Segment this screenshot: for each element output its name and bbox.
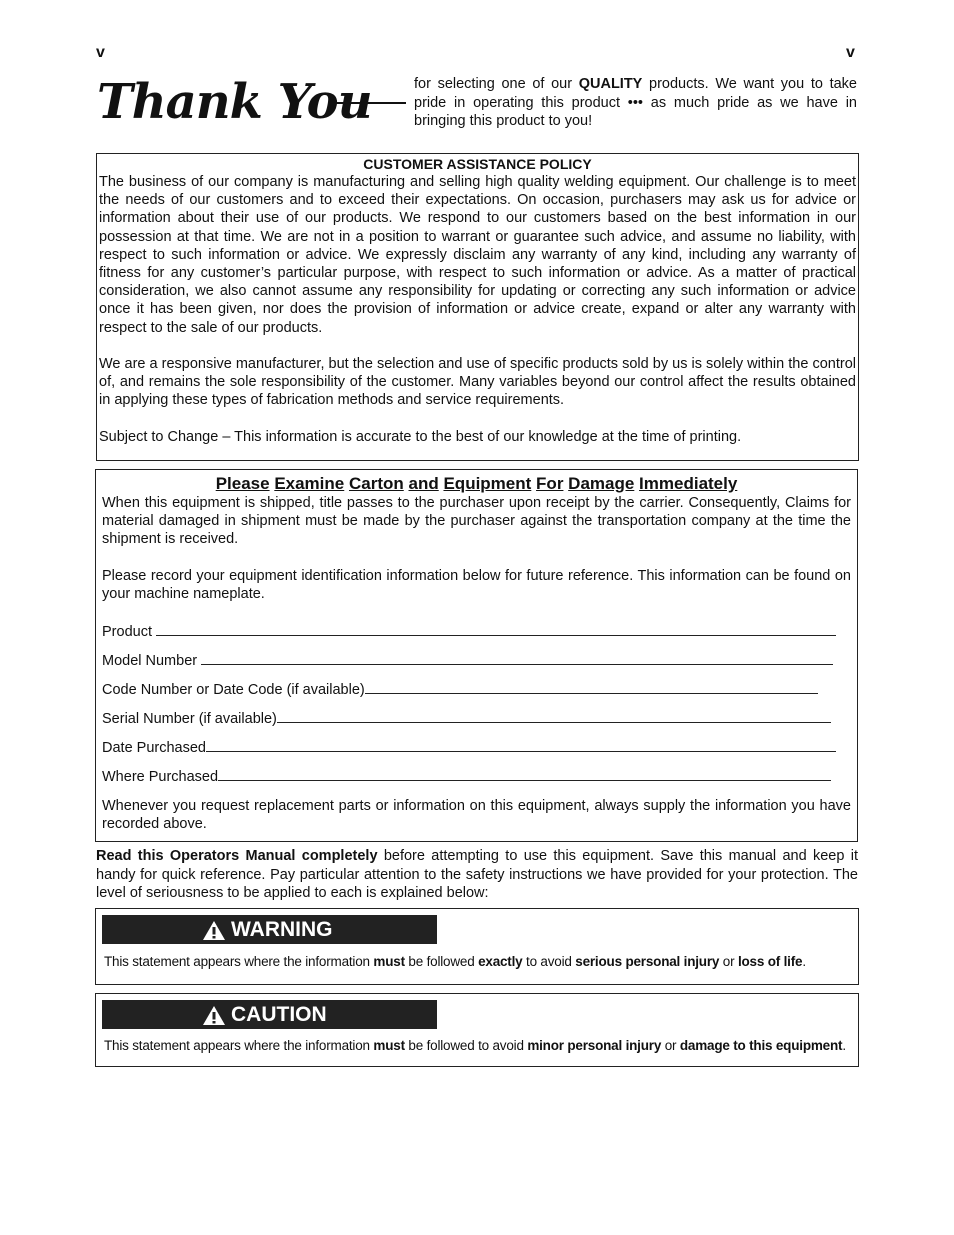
thank-you-rule: [330, 102, 406, 104]
read-manual-paragraph: Read this Operators Manual completely before attempting to use this equipment. Save this manual and keep it handy for quick reference. Pay particular attention to the safety instructions we have provided for your protection. The level of seriousness to be applied to each is explained below:: [96, 848, 858, 901]
warning-triangle-icon: [202, 1005, 226, 1026]
product-field[interactable]: Product: [102, 623, 836, 641]
warning-label: WARNING: [231, 918, 333, 941]
policy-paragraph: We are a responsive manufacturer, but the selection and use of specific products sold by us is solely within the control of, and remains the sole responsibility of the customer. Many variables beyond our control affect the results obtained in applying these types of fabrication methods and service requirements.: [99, 356, 856, 409]
examine-title: Please Examine Carton and Equipment For Damage Immediately: [215, 474, 738, 493]
customer-assistance-policy: [96, 153, 859, 461]
where-purchased-field[interactable]: Where Purchased: [102, 768, 831, 786]
serial-number-field[interactable]: Serial Number (if available): [102, 710, 831, 728]
page-number-right: v: [846, 44, 855, 61]
thank-you-intro: for selecting one of our QUALITY products. We want you to take pride in operating this product ••• as much pride as we have in bringing this product to you!: [414, 76, 857, 129]
closing-paragraph: Whenever you request replacement parts or information on this equipment, always supply the information you have recorded above.: [102, 798, 851, 833]
warning-statement: This statement appears where the information must be followed exactly to avoid serious personal injury or loss of life.: [104, 954, 806, 969]
caution-banner: [102, 1000, 437, 1029]
examine-carton-box: [95, 469, 858, 842]
model-number-field[interactable]: Model Number: [102, 652, 833, 670]
date-purchased-field[interactable]: Date Purchased: [102, 739, 836, 757]
warning-banner: [102, 915, 437, 944]
caution-box: [95, 993, 859, 1067]
quality-emphasis: QUALITY: [578, 76, 643, 92]
page-number-left: v: [96, 44, 105, 61]
policy-paragraph: Subject to Change – This information is accurate to the best of our knowledge at the time of printing.: [99, 428, 742, 445]
shipping-paragraph: When this equipment is shipped, title passes to the purchaser upon receipt by the carrier. Consequently, Claims for material damaged in shipment must be made by the purchaser against the transportation company at the time the shipment is received.: [102, 495, 851, 548]
policy-paragraph: The business of our company is manufacturing and selling high quality welding equipment. Our challenge is to meet the needs of our customers and to exceed their expectations. On occasion, purchasers may ask us for advice or information about their use of our products. We respond to our customers based on the best information in our possession at that time. We are not in a position to warrant or guarantee such advice, and assume no liability, with respect to such information or advice. We expressly disclaim any warranty of any kind, including any warranty of fitness for any customer’s particular purpose, with respect to such information or advice. As a matter of practical consideration, we also cannot assume any responsibility for updating or correcting any such information or advice once it has been given, nor does the provision of information or advice create, expand or alter any warranty with respect to the sale of our products.: [99, 174, 856, 336]
warning-triangle-icon: [202, 920, 226, 941]
record-info-paragraph: Please record your equipment identification information below for future reference. This information can be found on your machine nameplate.: [102, 567, 851, 602]
caution-statement: This statement appears where the information must be followed to avoid minor personal injury or damage to this equipment.: [104, 1038, 846, 1053]
thank-you-heading: Thank You: [97, 74, 372, 130]
warning-box: [95, 908, 859, 985]
code-number-field[interactable]: Code Number or Date Code (if available): [102, 681, 818, 699]
caution-label: CAUTION: [231, 1003, 327, 1026]
policy-title: CUSTOMER ASSISTANCE POLICY: [363, 156, 592, 172]
